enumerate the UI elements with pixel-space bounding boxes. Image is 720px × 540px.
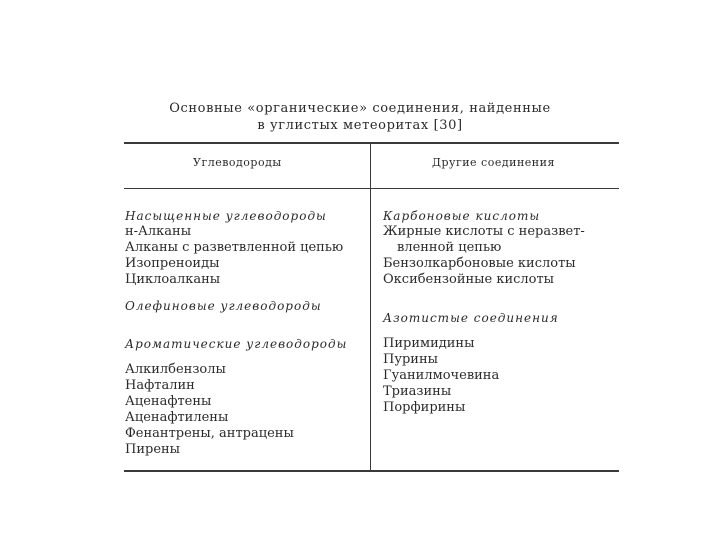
spacer (125, 288, 347, 298)
header-hydrocarbons: Углеводороды (193, 156, 282, 169)
table-title (0, 100, 720, 134)
top-rule (124, 142, 619, 144)
list-item: Гуанилмочевина (383, 368, 500, 383)
list-item: Изопреноиды (125, 256, 220, 271)
list-item: Алкилбензолы (125, 362, 226, 377)
category-olefinic: Олефиновые углеводороды (125, 299, 322, 313)
list-item: Триазины (383, 384, 452, 399)
header-other-compounds: Другие соединения (432, 156, 555, 169)
spacer (125, 314, 347, 336)
list-item: Пурины (383, 352, 438, 367)
category-saturated: Насыщенные углеводороды (125, 209, 327, 223)
list-item-continuation: вленной цепью (397, 240, 502, 255)
category-aromatic: Ароматические углеводороды (125, 337, 348, 351)
list-item: Аценафтены (125, 394, 212, 409)
category-carboxylic-acids: Карбоновые кислоты (383, 209, 541, 223)
title-line-1: Основные «органические» соединения, найденные (169, 101, 551, 116)
spacer (383, 288, 585, 310)
left-column (125, 208, 347, 458)
spacer (125, 352, 347, 362)
list-item: Бензолкарбоновые кислоты (383, 256, 576, 271)
list-item: Аценафтилены (125, 410, 229, 425)
title-line-2: в углистых метеоритах [30] (257, 118, 463, 133)
list-item: Порфирины (383, 400, 466, 415)
list-item: Нафталин (125, 378, 195, 393)
bottom-rule (124, 470, 619, 472)
column-divider (370, 143, 371, 471)
list-item: Жирные кислоты с неразвет- (383, 224, 585, 239)
list-item: Оксибензойные кислоты (383, 272, 555, 287)
category-nitrogen-compounds: Азотистые соединения (383, 311, 559, 325)
list-item: Алканы с разветвленной цепью (125, 240, 344, 255)
header-rule (124, 188, 619, 189)
spacer (383, 326, 585, 336)
right-column (383, 208, 585, 416)
list-item: н-Алканы (125, 224, 192, 239)
list-item: Пирены (125, 442, 181, 457)
list-item: Циклоалканы (125, 272, 221, 287)
list-item: Пиримидины (383, 336, 475, 351)
list-item: Фенантрены, антрацены (125, 426, 294, 441)
